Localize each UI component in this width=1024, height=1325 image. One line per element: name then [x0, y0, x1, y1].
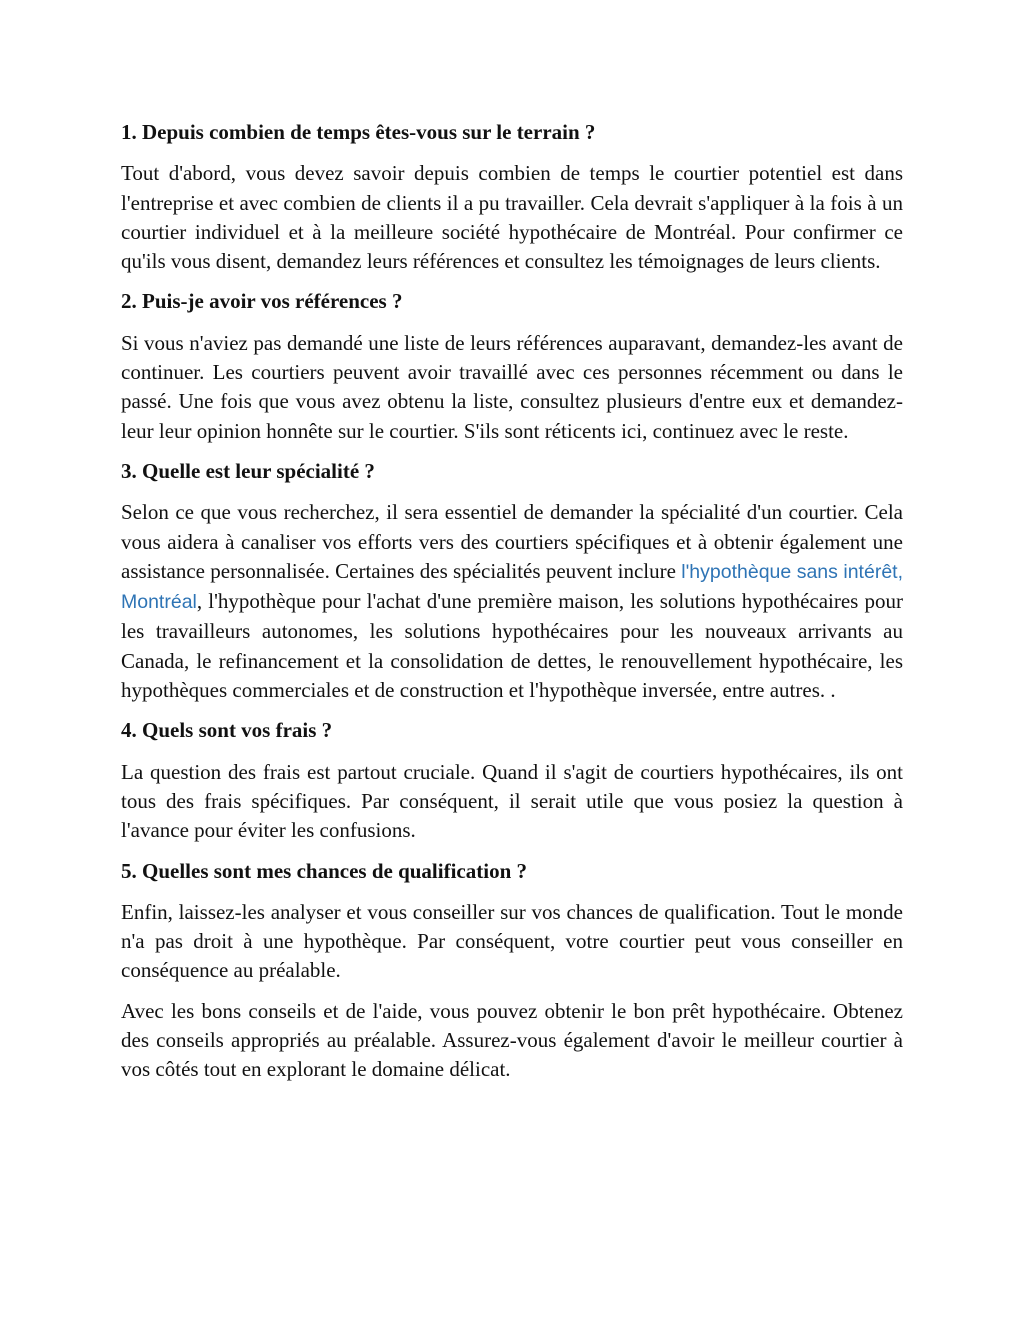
- document-page: [121, 118, 903, 1096]
- section-heading-5: 5. Quelles sont mes chances de qualification ?: [121, 858, 528, 883]
- section-body-2: Si vous n'aviez pas demandé une liste de leurs références auparavant, demandez-les avant de continuer. Les courtiers peuvent avoir travaillé avec ces personnes récemment ou dans le passé. Une fois que vous avez obtenu la liste, consultez plusieurs d'entre eux et demandez-leur leur opinion honnête sur le courtier. S'ils sont réticents ici, continuez avec le reste.: [121, 330, 903, 443]
- section-heading-3: 3. Quelle est leur spécialité ?: [121, 458, 375, 483]
- section-body-5: Enfin, laissez-les analyser et vous conseiller sur vos chances de qualification. Tout le monde n'a pas droit à une hypothèque. Par conséquent, votre courtier peut vous conseiller en conséquence au préalable.: [121, 899, 903, 983]
- section-body-3-start: Selon ce que vous recherchez, il sera essentiel de demander la spécialité d'un courtier. Cela vous aidera à canaliser vos efforts vers des courtiers spécifiques et à obtenir également une assistance personnalisée. Certaines des spécialités peuvent inclure: [121, 500, 903, 583]
- section-heading-4: 4. Quels sont vos frais ?: [121, 718, 333, 743]
- mortgage-link[interactable]: l'hypothèque sans intérêt, Montréal: [121, 560, 903, 614]
- section-body-3: [121, 498, 903, 705]
- section-body-3-end: , l'hypothèque pour l'achat d'une première maison, les solutions hypothécaires pour les travailleurs autonomes, les solutions hypothécaires pour les nouveaux arrivants au Canada, le refinancement et la consolidation de dettes, le renouvellement hypothécaire, les hypothèques commerciales et de construction et l'hypothèque inversée, entre autres. .: [121, 589, 903, 703]
- section-body-1: Tout d'abord, vous devez savoir depuis combien de temps le courtier potentiel est dans l'entreprise et avec combien de clients il a pu travailler. Cela devrait s'appliquer à la fois à un courtier individuel et à la meilleure société hypothécaire de Montréal. Pour confirmer ce qu'ils vous disent, demandez leurs références et consultez les témoignages de leurs clients.: [121, 161, 903, 274]
- section-heading-2: 2. Puis-je avoir vos références ?: [121, 289, 403, 314]
- section-heading-1: 1. Depuis combien de temps êtes-vous sur le terrain ?: [121, 120, 596, 144]
- closing-paragraph: Avec les bons conseils et de l'aide, vous pouvez obtenir le bon prêt hypothécaire. Obtenez des conseils appropriés au préalable. Assurez-vous également d'avoir le meilleur courtier à vos côtés tout en explorant le domaine délicat.: [121, 998, 903, 1082]
- section-body-4: La question des frais est partout cruciale. Quand il s'agit de courtiers hypothécaires, ils ont tous des frais spécifiques. Par conséquent, il serait utile que vous posiez la question à l'avance pour éviter les confusions.: [121, 759, 903, 843]
